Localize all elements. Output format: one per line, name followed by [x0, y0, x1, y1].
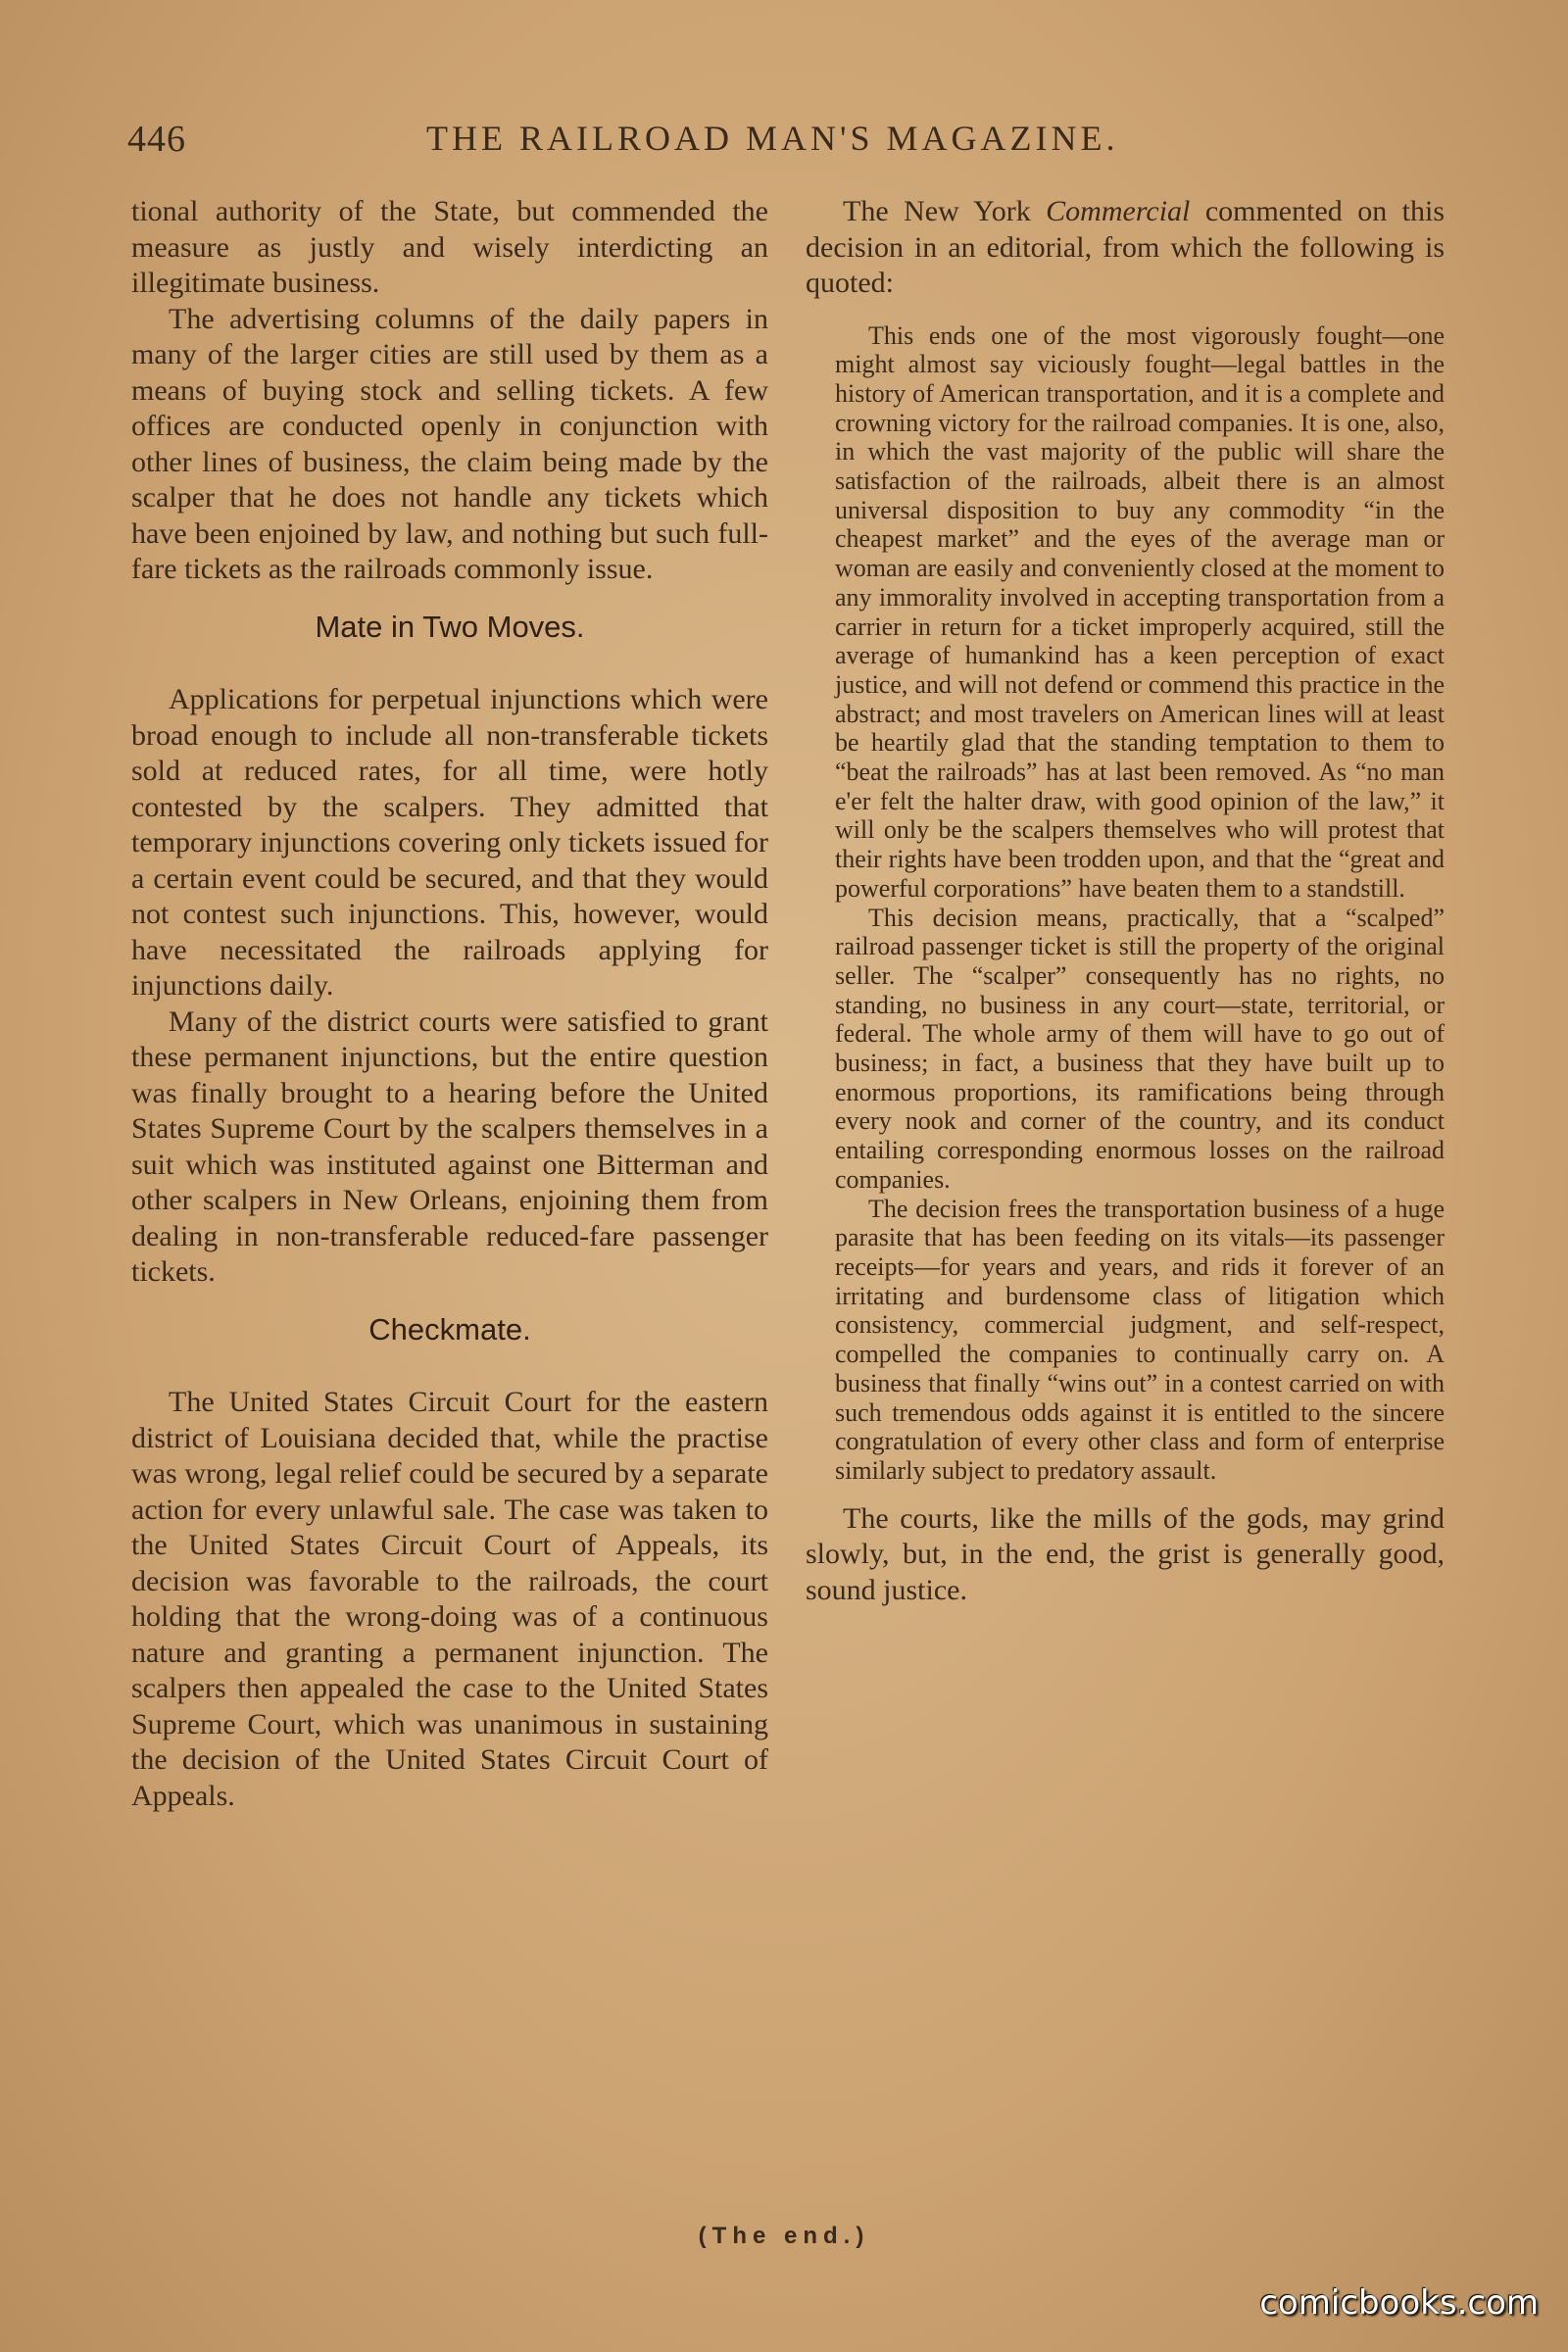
page-header [127, 118, 1441, 167]
watermark: comicbooks.com [1259, 2283, 1539, 2323]
left-column [131, 194, 768, 1814]
newspaper-name: Commercial [1046, 195, 1191, 227]
paragraph: Applications for perpetual injunctions which were broad enough to include all non-transferable tickets sold at reduced rates, for all time, were hotly contested by the scalpers. They admitted that temporary injunctions covering only tickets issued for a certain event could be secured, and that they would not contest such injunctions. This, however, would have necessitated the railroads applying for injunctions daily. [131, 683, 768, 1002]
paragraph: The courts, like the mills of the gods, may grind slowly, but, in the end, the grist is generally good, sound justice. [806, 1501, 1445, 1606]
intro-text: The New York [843, 195, 1047, 227]
paragraph: Many of the district courts were satisfied to grant these permanent injunctions, but the entire question was finally brought to a hearing before the United States Supreme Court by the scalpers themselves in a suit which was instituted against one Bitterman and other scalpers in New Orleans, enjoining them from dealing in non-transferable reduced-fare passenger tickets. [131, 1004, 768, 1288]
paragraph [806, 194, 1445, 302]
section-heading: Checkmate. [368, 1311, 531, 1347]
section-heading: Mate in Two Moves. [315, 609, 585, 644]
end-mark: (The end.) [698, 2223, 870, 2249]
intro-text: commented on this decision in an editorial, from which the following is quoted: [806, 195, 1446, 299]
right-column [806, 194, 1445, 1608]
paragraph: tional authority of the State, but commended the measure as justly and wisely interdicting an illegitimate business. [131, 195, 768, 299]
paragraph: The advertising columns of the daily papers in many of the larger cities are still used by them as a means of buying stock and selling tickets. A few offices are conducted openly in conjunction with other lines of business, the claim being made by the scalper that he does not handle any tickets which have been enjoined by law, and nothing but such full-fare tickets as the railroads commonly issue. [131, 302, 768, 585]
paragraph: The United States Circuit Court for the eastern district of Louisiana decided that, while the practise was wrong, legal relief could be secured by a separate action for every unlawful sale. The case was taken to the United States Circuit Court of Appeals, its decision was favorable to the railroads, the court holding that the wrong-doing was of a continuous nature and granting a permanent injunction. The scalpers then appealed the case to the United States Supreme Court, which was unanimous in sustaining the decision of the United States Circuit Court of Appeals. [131, 1386, 768, 1812]
page-number: 446 [127, 119, 186, 160]
editorial-quote [806, 321, 1445, 1486]
quote-paragraph: This decision means, practically, that a “scalped” railroad passenger ticket is still the property of the original seller. The “scalper” consequently has no rights, no standing, no business in any court—state, territorial, or federal. The whole army of them will have to go out of business; in fact, a business that they have built up to enormous proportions, its ramifications being through every nook and corner of the country, and its conduct entailing corresponding enormous losses on the railroad companies. [835, 903, 1445, 1194]
quote-paragraph: This ends one of the most vigorously fought—one might almost say viciously fought—legal battles in the history of American transportation, and it is a complete and crowning victory for the railroad companies. It is one, also, in which the vast majority of the public will share the satisfaction of the railroads, albeit there is an almost universal disposition to buy any commodity “in the cheapest market” and the eyes of the average man or woman are easily and conveniently closed at the moment to any immorality involved in accepting transportation from a carrier in return for a ticket improperly acquired, still the average of humankind has a keen perception of exact justice, and will not defend or commend this practice in the abstract; and most travelers on American lines will at least be heartily glad that the standing temptation to them to “beat the railroads” has at last been removed. As “no man e'er felt the halter draw, with good opinion of the law,” it will only be the scalpers themselves who will protest that their rights have been trodden upon, and that the “great and powerful corporations” have beaten them to a standstill. [835, 320, 1445, 903]
quote-paragraph: The decision frees the transportation business of a huge parasite that has been feeding on its vitals—its passenger receipts—for years and years, and rids it forever of an irritating and burdensome class of litigation which consistency, commercial judgment, and self-respect, compelled the companies to continually carry on. A business that finally “wins out” in a contest carried on with such tremendous odds against it is entitled to the sincere congratulation of every other class and form of enterprise similarly subject to predatory assault. [835, 1194, 1445, 1485]
running-title: THE RAILROAD MAN'S MAGAZINE. [426, 119, 1119, 158]
